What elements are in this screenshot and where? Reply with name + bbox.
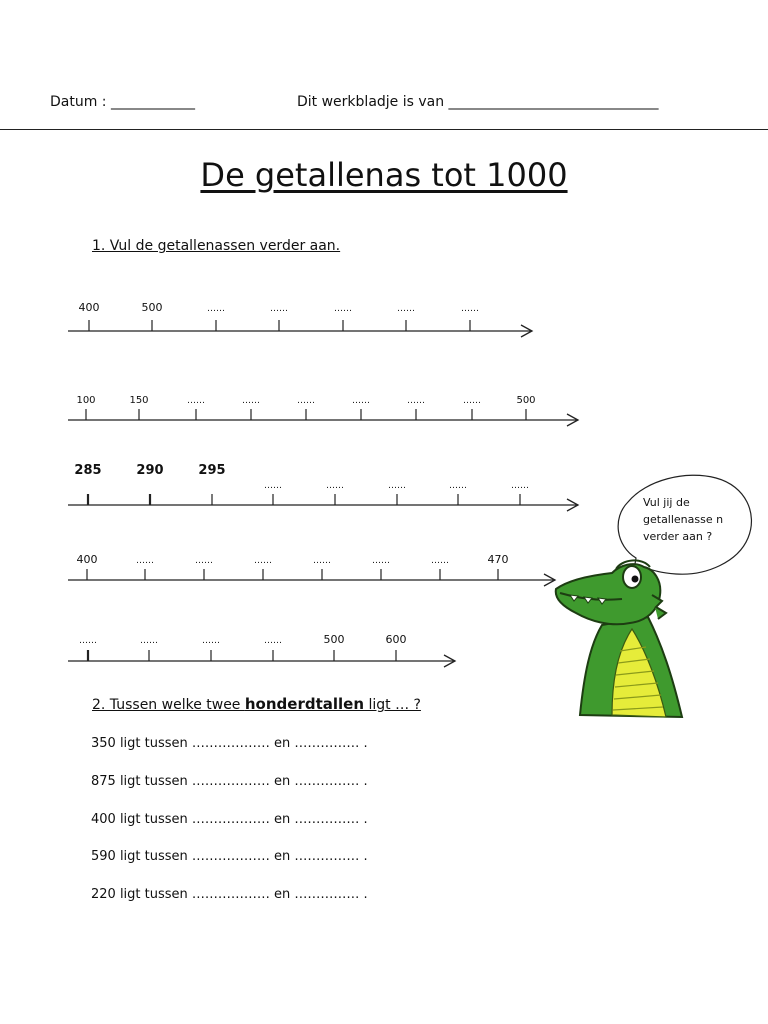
owner-field[interactable]: Dit werkbladje is van ______________________________ (297, 94, 659, 110)
blank-label[interactable]: …… (195, 556, 213, 566)
question-590[interactable]: 590 ligt tussen ……………… en …………… . (91, 849, 368, 864)
question-350[interactable]: 350 ligt tussen ……………… en …………… . (91, 736, 368, 751)
blank-label[interactable]: …… (202, 636, 220, 646)
blank-label[interactable]: …… (372, 556, 390, 566)
exercise1-heading: 1. Vul de getallenassen verder aan. (92, 238, 341, 254)
blank-label[interactable]: …… (511, 481, 529, 491)
date-field[interactable]: Datum : ____________ (50, 94, 195, 110)
crocodile-icon (550, 555, 690, 720)
blank-label[interactable]: …… (449, 481, 467, 491)
blank-label[interactable]: …… (242, 396, 260, 406)
blank-label[interactable]: …… (187, 396, 205, 406)
speech-bubble-text: Vul jij de getallenasse n verder aan ? (643, 496, 724, 543)
blank-label[interactable]: …… (388, 481, 406, 491)
question-875[interactable]: 875 ligt tussen ……………… en …………… . (91, 774, 368, 789)
tick-label: 290 (136, 463, 164, 478)
blank-label[interactable]: …… (326, 481, 344, 491)
blank-label[interactable]: …… (140, 636, 158, 646)
tick-label: 470 (487, 553, 509, 566)
blank-label[interactable]: …… (461, 304, 479, 314)
blank-label[interactable]: …… (264, 481, 282, 491)
question-400[interactable]: 400 ligt tussen ……………… en …………… . (91, 812, 368, 827)
blank-label[interactable]: …… (397, 304, 415, 314)
blank-label[interactable]: …… (313, 556, 331, 566)
blank-label[interactable]: …… (270, 304, 288, 314)
page-title: De getallenas tot 1000 (200, 156, 568, 194)
tick-label: 500 (323, 633, 345, 646)
number-line-1 (68, 301, 532, 337)
tick-label: 400 (78, 301, 100, 314)
number-line-3 (68, 463, 578, 511)
blank-label[interactable]: …… (334, 304, 352, 314)
blank-label[interactable]: …… (136, 556, 154, 566)
number-line-5 (68, 633, 455, 667)
blank-label[interactable]: …… (264, 636, 282, 646)
blank-label[interactable]: …… (407, 396, 425, 406)
blank-label[interactable]: …… (352, 396, 370, 406)
tick-label: 295 (198, 463, 226, 478)
tick-label: 600 (385, 633, 407, 646)
number-line-4 (68, 553, 555, 586)
blank-label[interactable]: …… (79, 636, 97, 646)
tick-label: 500 (141, 301, 163, 314)
blank-label[interactable]: …… (463, 396, 481, 406)
tick-label: 400 (76, 553, 98, 566)
question-220[interactable]: 220 ligt tussen ……………… en …………… . (91, 887, 368, 902)
tick-label: 500 (516, 395, 536, 406)
number-line-2 (68, 395, 578, 426)
exercise2-heading: 2. Tussen welke twee honderdtallen ligt … ? (92, 695, 421, 713)
blank-label[interactable]: …… (431, 556, 449, 566)
blank-label[interactable]: …… (254, 556, 272, 566)
tick-label: 100 (76, 395, 96, 406)
tick-label: 285 (74, 463, 102, 478)
blank-label[interactable]: …… (207, 304, 225, 314)
blank-label[interactable]: …… (297, 396, 315, 406)
tick-label: 150 (129, 395, 149, 406)
